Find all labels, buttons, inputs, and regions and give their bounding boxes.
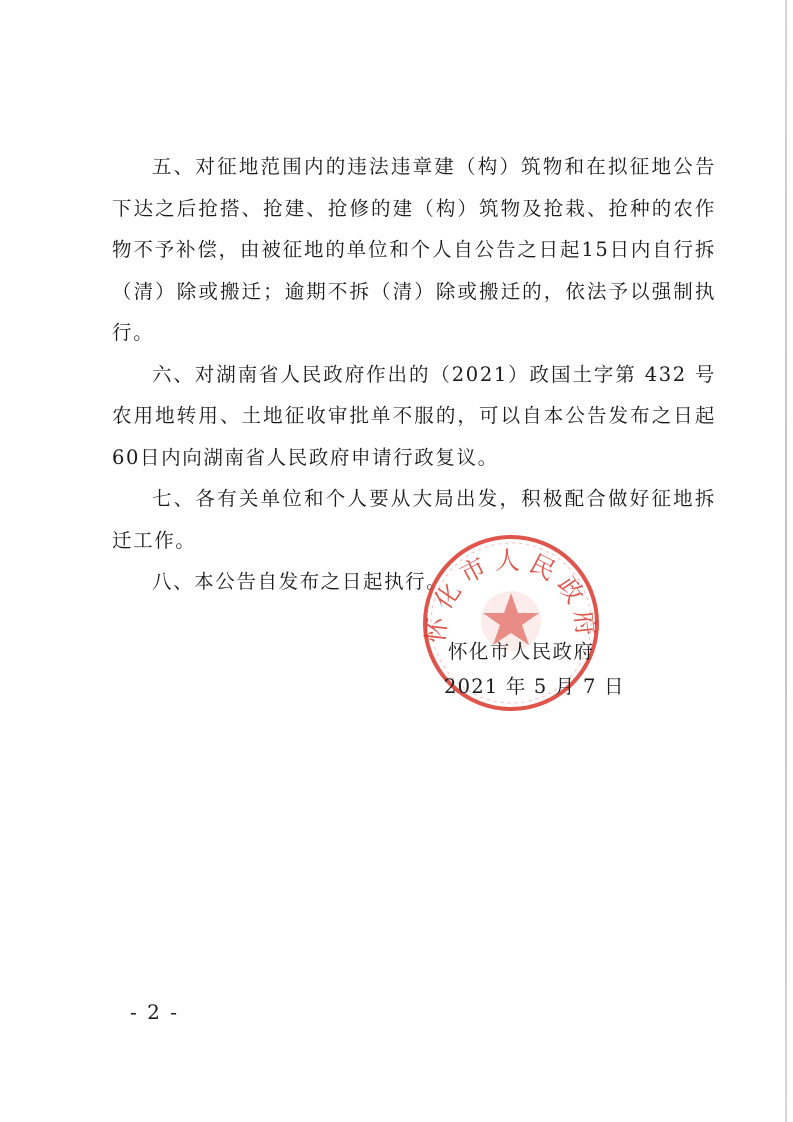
paragraph-8: 八、本公告自发布之日起执行。 [151,570,448,593]
signature-date: 2021 年 5 月 7 日 [444,675,625,698]
paragraph-7: 七、各有关单位和个人要从大局出发，积极配合做好征地拆迁工作。 [112,487,716,552]
seal-text: 怀化市人民政府 [421,545,601,645]
signature-organization: 怀化市人民政府 [448,640,595,663]
page-edge [785,0,787,1122]
page-number: - 2 - [130,1000,179,1024]
paragraph-6: 六、对湖南省人民政府作出的（2021）政国土字第 432 号农用地转用、土地征收审批单不服的，可以自本公告发布之日起60日内向湖南省人民政府申请行政复议。 [112,362,716,469]
paragraph-5: 五、对征地范围内的违法违章建（构）筑物和在拟征地公告下达之后抢搭、抢建、抢修的建（构）筑物及抢栽、抢种的农作物不予补偿，由被征地的单位和个人自公告之日起15日内自行拆（清）除或搬迁；逾期不拆（清）除或搬迁的，依法予以强制执行。 [112,155,716,344]
document-body [112,146,716,603]
